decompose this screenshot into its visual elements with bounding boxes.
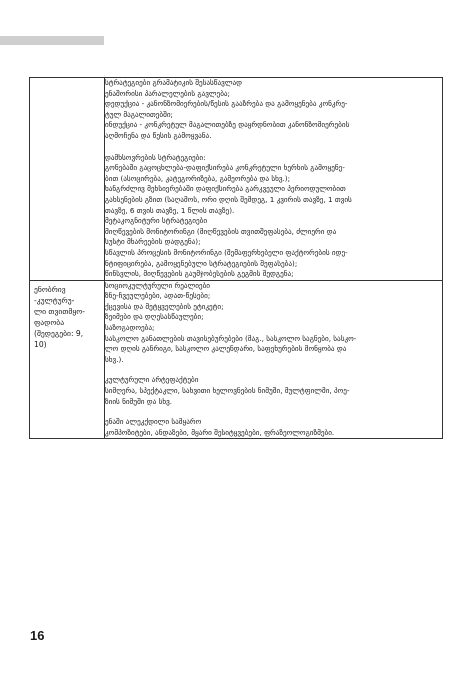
list-item: ხანგრძლივ მეხსიერებაში დაფიქსირება გარკვეული პერიოდულობით: [105, 184, 346, 194]
list-item: წინსვლის, მიღწევების გაუმჯობესების გეგმის შედგენა;: [105, 269, 294, 279]
topic-label: -კულტურუ-: [34, 295, 75, 305]
section-heading: ენაში ალეკქდილი სამყარო: [105, 417, 202, 427]
section-heading: მეტაკოგნიტური სტრატეგიები: [105, 216, 208, 226]
list-item: დედუქცია - კანონზომიერების/წესის გააზრება და გამოყენება კონკრე-: [105, 99, 348, 109]
table-row: [30, 280, 443, 439]
topic-label: ფადობა: [34, 317, 65, 327]
list-item: სხვ.).: [105, 354, 124, 364]
topic-label: ლი თვითმყო-: [34, 306, 86, 316]
list-item: გახსენების გზით (საღამოს, ორი დღის შემდეგ, 1 კვირის თავზე, 1 თვის: [105, 194, 352, 204]
topic-label: ენობრივ: [34, 284, 66, 294]
table-cell-topic: [30, 78, 105, 281]
spacer: [105, 407, 442, 417]
table-cell-content: [105, 280, 443, 439]
section-heading: დამხსოვრების სტრატეგიები:: [105, 152, 206, 162]
list-item: ტულ მაგალითებში;: [105, 109, 173, 119]
list-item: სასკოლო განათლების თავისებურებები (მაგ., სასკოლო საგნები, სასკო-: [105, 333, 357, 343]
list-item: თავზე, 6 თვის თავზე, 1 წლის თავზე).: [105, 205, 235, 215]
list-item: ზეიმები და დღესასწაულები;: [105, 312, 204, 322]
list-item: საზოგადოება;: [105, 323, 155, 333]
table-cell-content: [105, 78, 443, 281]
list-item: სიმღერა, სპექტაკლი, სახვითი ხელოვნების ნიმუში, მულტფილმი, პოე-: [105, 386, 350, 396]
page-number: 16: [30, 628, 45, 643]
list-item: აღმოჩენა და წესის გამოყვანა.: [105, 130, 212, 140]
spacer: [105, 142, 442, 153]
curriculum-table: [29, 77, 443, 439]
table-row: [30, 78, 443, 281]
list-item: ნტიფიცირება, გამოყენებული სტრატეგიების შეფასება);: [105, 258, 298, 268]
section-heading: სოციოკულტურული რეალიები: [105, 280, 211, 290]
list-item: გონებაში გაცოცხლება-დაფიქსირება კონკრეტული ხერხის გამოყენე-: [105, 163, 345, 173]
list-item: ლო დღის განრიგი, სასკოლო კალენდარი, საფეხურების მონყობა და: [105, 344, 347, 354]
list-item: ბით (ასოცირება, კატეგორიზება, გამეორება და სხვ.);: [105, 173, 291, 183]
header-bar: [0, 36, 104, 45]
table-cell-topic: [30, 280, 105, 439]
list-item: მიღწევების მონიტორინგი (მიღწევების თვითშეფასება, ძლიერი და: [105, 226, 337, 236]
section-heading: კულტურული არტეფაქტები: [105, 375, 199, 385]
spacer: [105, 365, 442, 375]
list-item: ზნე-ჩვეულებები, ადათ-წესები;: [105, 291, 211, 301]
topic-label: (შედეგები: 9,: [34, 328, 84, 338]
list-item: ინდუქცია - კონკრეტულ მაგალითებზე დაყრდნობით კანონზომიერების: [105, 120, 350, 130]
topic-label: 10): [34, 339, 47, 349]
list-item: სუსტი მხარეების დადგენა);: [105, 237, 201, 247]
list-item: კომპოზიტები, ანდაზები, მყარი შესიტყვებები, ფრაზეოლოგიზმები.: [105, 427, 335, 437]
list-item: ენაშორისი პარალელების გავლება;: [105, 88, 230, 98]
list-item: ზიის ნიმუში და სხვ.: [105, 396, 173, 406]
list-item: ქცევისა და მეტყველების ეტიკეტი;: [105, 301, 224, 311]
section-heading: სტრატეგიები გრამატიკის შესასწავლად: [105, 78, 243, 87]
list-item: სწავლის პროცესის მონიტორინგი (შემაფერხებელი ფაქტორების იდე-: [105, 247, 348, 257]
